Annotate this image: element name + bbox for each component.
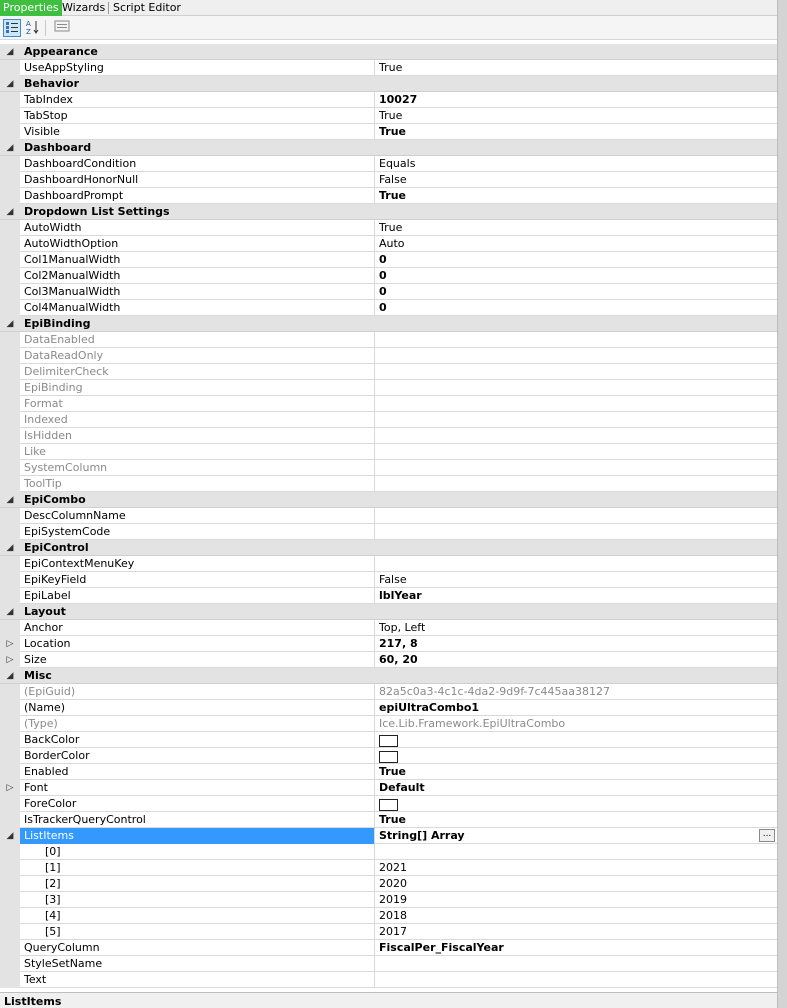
row-gutter: [0, 268, 20, 284]
property-value[interactable]: 0: [379, 285, 387, 298]
property-name: Col3ManualWidth: [20, 284, 375, 300]
property-name: Font: [20, 780, 375, 796]
row-gutter: [0, 188, 20, 204]
row-gutter: [0, 620, 20, 636]
property-row-epikeyfield[interactable]: [0, 572, 777, 588]
color-swatch: [379, 799, 398, 811]
property-row-enabled[interactable]: [0, 764, 777, 780]
property-name: DelimiterCheck: [20, 364, 375, 380]
expand-icon[interactable]: ▷: [6, 639, 14, 649]
property-value[interactable]: False: [379, 173, 407, 186]
property-name: Visible: [20, 124, 375, 140]
tab-properties[interactable]: Properties: [0, 0, 62, 16]
property-name: AutoWidthOption: [20, 236, 375, 252]
property-name: DataEnabled: [20, 332, 375, 348]
category-label: Misc: [24, 669, 52, 682]
row-gutter: [0, 524, 20, 540]
row-gutter: [0, 428, 20, 444]
row-gutter: [0, 828, 20, 844]
property-row-dashboardhonornull[interactable]: [0, 172, 777, 188]
property-value[interactable]: String[] Array: [379, 829, 465, 842]
property-value[interactable]: 0: [379, 253, 387, 266]
row-gutter: [0, 812, 20, 828]
category-label: Appearance: [24, 45, 98, 58]
category-label: EpiBinding: [24, 317, 91, 330]
property-row-format[interactable]: [0, 396, 777, 412]
collapse-icon[interactable]: ◢: [6, 319, 14, 329]
property-name: DashboardHonorNull: [20, 172, 375, 188]
property-value[interactable]: Ice.Lib.Framework.EpiUltraCombo: [379, 717, 566, 730]
expand-icon[interactable]: ▷: [6, 783, 14, 793]
property-name: Indexed: [20, 412, 375, 428]
property-row-dataenabled[interactable]: [0, 332, 777, 348]
property-name: [0]: [20, 844, 375, 860]
property-row-autowidthoption[interactable]: [0, 236, 777, 252]
row-gutter: [0, 796, 20, 812]
property-row-episystemcode[interactable]: [0, 524, 777, 540]
row-gutter: [0, 780, 20, 796]
category-label: Dropdown List Settings: [24, 205, 170, 218]
row-gutter: [0, 412, 20, 428]
property-value[interactable]: True: [379, 813, 407, 826]
property-value[interactable]: [376, 396, 776, 412]
property-row-col1manualwidth[interactable]: [0, 252, 777, 268]
row-gutter: [0, 972, 20, 988]
row-gutter: [0, 172, 20, 188]
property-name: (EpiGuid): [20, 684, 375, 700]
row-gutter: [0, 700, 20, 716]
property-value[interactable]: [376, 508, 776, 524]
property-name: [2]: [20, 876, 375, 892]
property-row-0[interactable]: [0, 844, 777, 860]
property-row-forecolor[interactable]: [0, 796, 777, 812]
collapse-icon[interactable]: ◢: [6, 143, 14, 153]
property-name: Col4ManualWidth: [20, 300, 375, 316]
row-gutter: [0, 444, 20, 460]
row-gutter: [0, 636, 20, 652]
property-value[interactable]: epiUltraCombo1: [379, 701, 480, 714]
category-epicombo[interactable]: [0, 492, 777, 508]
ellipsis-button[interactable]: ...: [759, 829, 775, 842]
property-grid: [0, 44, 777, 990]
row-gutter: [0, 716, 20, 732]
property-name: DescColumnName: [20, 508, 375, 524]
property-name: EpiLabel: [20, 588, 375, 604]
property-name: (Type): [20, 716, 375, 732]
property-row-epiguid[interactable]: [0, 684, 777, 700]
collapse-icon[interactable]: ◢: [6, 543, 14, 553]
property-name: Col1ManualWidth: [20, 252, 375, 268]
tab-script-editor[interactable]: Script Editor: [113, 1, 181, 14]
row-gutter: [0, 860, 20, 876]
property-value[interactable]: True: [379, 765, 407, 778]
property-name: [5]: [20, 924, 375, 940]
property-value[interactable]: Top, Left: [379, 621, 426, 634]
collapse-icon[interactable]: ◢: [6, 671, 14, 681]
property-row-stylesetname[interactable]: [0, 956, 777, 972]
property-name: TabStop: [20, 108, 375, 124]
property-name: TabIndex: [20, 92, 375, 108]
property-row-epicontextmenukey[interactable]: [0, 556, 777, 572]
svg-text:A: A: [26, 20, 31, 28]
property-name: DashboardPrompt: [20, 188, 375, 204]
row-gutter: [0, 940, 20, 956]
property-name: BackColor: [20, 732, 375, 748]
property-value[interactable]: 2021: [379, 861, 407, 874]
property-row-tabstop[interactable]: [0, 108, 777, 124]
property-name: Location: [20, 636, 375, 652]
property-row-like[interactable]: [0, 444, 777, 460]
collapse-icon[interactable]: ◢: [6, 831, 14, 841]
property-value[interactable]: [376, 460, 776, 476]
property-row-ishidden[interactable]: [0, 428, 777, 444]
property-name: Size: [20, 652, 375, 668]
property-row-3[interactable]: [0, 892, 777, 908]
property-name: BorderColor: [20, 748, 375, 764]
property-name: StyleSetName: [20, 956, 375, 972]
property-value[interactable]: [376, 844, 776, 860]
description-title: ListItems: [4, 995, 62, 1008]
property-value[interactable]: False: [379, 573, 407, 586]
property-pages-icon[interactable]: [53, 19, 71, 37]
property-row-name[interactable]: [0, 700, 777, 716]
toolbar-separator: [45, 20, 46, 36]
property-value[interactable]: 60, 20: [379, 653, 418, 666]
property-name: Col2ManualWidth: [20, 268, 375, 284]
row-gutter: [0, 380, 20, 396]
row-gutter: [0, 92, 20, 108]
category-label: EpiControl: [24, 541, 89, 554]
row-gutter: [0, 956, 20, 972]
property-value[interactable]: 2020: [379, 877, 407, 890]
property-name: DashboardCondition: [20, 156, 375, 172]
property-row-1[interactable]: [0, 860, 777, 876]
property-row-epilabel[interactable]: [0, 588, 777, 604]
property-name: SystemColumn: [20, 460, 375, 476]
property-row-dashboardprompt[interactable]: [0, 188, 777, 204]
row-gutter: [0, 300, 20, 316]
row-gutter: [0, 156, 20, 172]
property-row-querycolumn[interactable]: [0, 940, 777, 956]
property-row-desccolumnname[interactable]: [0, 508, 777, 524]
row-gutter: [0, 588, 20, 604]
property-value[interactable]: FiscalPer_FiscalYear: [379, 941, 504, 954]
property-value[interactable]: 0: [379, 269, 387, 282]
property-name: IsHidden: [20, 428, 375, 444]
property-value[interactable]: True: [379, 125, 407, 138]
property-value[interactable]: True: [379, 221, 403, 234]
property-row-5[interactable]: [0, 924, 777, 940]
property-row-tooltip[interactable]: [0, 476, 777, 492]
property-value[interactable]: [376, 412, 776, 428]
expand-icon[interactable]: ▷: [6, 655, 14, 665]
collapse-icon[interactable]: ◢: [6, 79, 14, 89]
categorized-view-icon[interactable]: [3, 19, 21, 37]
property-row-datareadonly[interactable]: [0, 348, 777, 364]
property-value[interactable]: [376, 348, 776, 364]
property-value[interactable]: 2018: [379, 909, 407, 922]
property-value[interactable]: [376, 380, 776, 396]
row-gutter: [0, 252, 20, 268]
tab-strip: [0, 0, 777, 16]
property-name: [3]: [20, 892, 375, 908]
property-value[interactable]: 2017: [379, 925, 407, 938]
property-row-epibinding[interactable]: [0, 380, 777, 396]
property-row-backcolor[interactable]: [0, 732, 777, 748]
color-swatch: [379, 735, 398, 747]
property-value[interactable]: [376, 556, 776, 572]
property-row-size[interactable]: [0, 652, 777, 668]
row-gutter: [0, 284, 20, 300]
property-value[interactable]: Auto: [379, 237, 405, 250]
property-row-autowidth[interactable]: [0, 220, 777, 236]
property-value[interactable]: [376, 332, 776, 348]
property-name: EpiKeyField: [20, 572, 375, 588]
tab-wizards[interactable]: Wizards: [62, 1, 106, 14]
property-row-systemcolumn[interactable]: [0, 460, 777, 476]
property-row-col2manualwidth[interactable]: [0, 268, 777, 284]
row-gutter: [0, 556, 20, 572]
property-row-useappstyling[interactable]: [0, 60, 777, 76]
row-gutter: [0, 60, 20, 76]
property-value[interactable]: [376, 732, 776, 748]
row-gutter: [0, 732, 20, 748]
property-value[interactable]: [376, 748, 776, 764]
svg-text:Z: Z: [26, 28, 31, 35]
row-gutter: [0, 220, 20, 236]
category-epicontrol[interactable]: [0, 540, 777, 556]
property-value[interactable]: [376, 476, 776, 492]
row-gutter: [0, 652, 20, 668]
property-row-text[interactable]: [0, 972, 777, 988]
collapse-icon[interactable]: ◢: [6, 47, 14, 57]
property-row-2[interactable]: [0, 876, 777, 892]
property-value[interactable]: 82a5c0a3-4c1c-4da2-9d9f-7c445aa38127: [379, 685, 610, 698]
property-value[interactable]: [376, 428, 776, 444]
sort-az-icon[interactable]: [24, 19, 42, 37]
property-value[interactable]: True: [379, 61, 403, 74]
property-row-bordercolor[interactable]: [0, 748, 777, 764]
property-name: QueryColumn: [20, 940, 375, 956]
property-value[interactable]: lblYear: [379, 589, 422, 602]
property-row-visible[interactable]: [0, 124, 777, 140]
property-name: AutoWidth: [20, 220, 375, 236]
property-value[interactable]: 10027: [379, 93, 418, 106]
property-row-col4manualwidth[interactable]: [0, 300, 777, 316]
row-gutter: [0, 124, 20, 140]
property-value[interactable]: [376, 796, 776, 812]
property-value[interactable]: [376, 956, 776, 972]
property-value[interactable]: [376, 524, 776, 540]
property-value[interactable]: True: [379, 109, 403, 122]
property-name: IsTrackerQueryControl: [20, 812, 375, 828]
property-row-4[interactable]: [0, 908, 777, 924]
row-gutter: [0, 476, 20, 492]
property-name: EpiSystemCode: [20, 524, 375, 540]
row-gutter: [0, 876, 20, 892]
property-name: UseAppStyling: [20, 60, 375, 76]
property-name: [1]: [20, 860, 375, 876]
category-epibinding[interactable]: [0, 316, 777, 332]
property-toolbar: [0, 16, 777, 40]
property-name: Like: [20, 444, 375, 460]
category-misc[interactable]: [0, 668, 777, 684]
property-name: EpiContextMenuKey: [20, 556, 375, 572]
row-gutter: [0, 396, 20, 412]
row-gutter: [0, 748, 20, 764]
row-gutter: [0, 844, 20, 860]
row-gutter: [0, 764, 20, 780]
category-behavior[interactable]: [0, 76, 777, 92]
vertical-scrollbar[interactable]: [777, 0, 787, 1008]
row-gutter: [0, 924, 20, 940]
property-row-anchor[interactable]: [0, 620, 777, 636]
collapse-icon[interactable]: ◢: [6, 495, 14, 505]
row-gutter: [0, 460, 20, 476]
category-layout[interactable]: [0, 604, 777, 620]
property-value[interactable]: True: [379, 189, 407, 202]
property-name: ForeColor: [20, 796, 375, 812]
category-label: Behavior: [24, 77, 80, 90]
category-dropdown-list-settings[interactable]: [0, 204, 777, 220]
row-gutter: [0, 908, 20, 924]
row-gutter: [0, 508, 20, 524]
property-row-tabindex[interactable]: [0, 92, 777, 108]
property-value[interactable]: [376, 364, 776, 380]
row-gutter: [0, 684, 20, 700]
property-row-font[interactable]: [0, 780, 777, 796]
row-gutter: [0, 348, 20, 364]
category-appearance[interactable]: [0, 44, 777, 60]
property-value[interactable]: Equals: [379, 157, 416, 170]
property-name: Text: [20, 972, 375, 988]
property-name: Format: [20, 396, 375, 412]
property-name: EpiBinding: [20, 380, 375, 396]
property-value[interactable]: Default: [379, 781, 425, 794]
property-name: (Name): [20, 700, 375, 716]
property-row-delimitercheck[interactable]: [0, 364, 777, 380]
category-label: EpiCombo: [24, 493, 86, 506]
property-name: Anchor: [20, 620, 375, 636]
property-value[interactable]: 0: [379, 301, 387, 314]
property-name: Enabled: [20, 764, 375, 780]
color-swatch: [379, 751, 398, 763]
category-dashboard[interactable]: [0, 140, 777, 156]
description-pane: [0, 992, 777, 1008]
property-row-location[interactable]: [0, 636, 777, 652]
row-gutter: [0, 892, 20, 908]
property-value[interactable]: [376, 444, 776, 460]
row-gutter: [0, 332, 20, 348]
property-name: [4]: [20, 908, 375, 924]
collapse-icon[interactable]: ◢: [6, 207, 14, 217]
property-row-indexed[interactable]: [0, 412, 777, 428]
property-row-istrackerquerycontrol[interactable]: [0, 812, 777, 828]
collapse-icon[interactable]: ◢: [6, 607, 14, 617]
property-value[interactable]: [376, 972, 776, 988]
property-name: ToolTip: [20, 476, 375, 492]
category-label: Dashboard: [24, 141, 92, 154]
row-gutter: [0, 236, 20, 252]
property-name: DataReadOnly: [20, 348, 375, 364]
category-label: Layout: [24, 605, 66, 618]
property-name: ListItems: [20, 828, 375, 844]
property-value[interactable]: 2019: [379, 893, 407, 906]
tab-separator: [108, 2, 109, 14]
property-value[interactable]: 217, 8: [379, 637, 418, 650]
row-gutter: [0, 364, 20, 380]
property-row-dashboardcondition[interactable]: [0, 156, 777, 172]
property-row-listitems[interactable]: [0, 828, 777, 844]
row-gutter: [0, 108, 20, 124]
property-row-type[interactable]: [0, 716, 777, 732]
property-row-col3manualwidth[interactable]: [0, 284, 777, 300]
row-gutter: [0, 572, 20, 588]
